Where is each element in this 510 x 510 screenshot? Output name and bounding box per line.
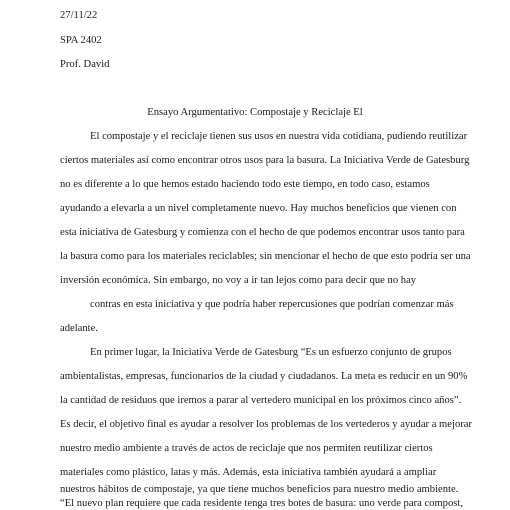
body-line: El compostaje y el reciclaje tienen sus usos en nuestra vida cotidiana, pudiendo reutilizar [90,131,468,142]
body-line: la cantidad de residuos que iremos a parar al vertedero municipal en los próximos cinco años”. [60,395,462,406]
body-line: ciertos materiales así como encontrar otros usos para la basura. La Iniciativa Verde de Gatesburg [60,155,470,166]
body-line: esta iniciativa de Gatesburg y comienza con el hecho de que podemos encontrar usos tanto para [60,227,465,238]
body-line: contras en esta iniciativa y que podría haber repercusiones que podrían comenzar más [90,299,454,310]
header-professor: Prof. David [60,59,110,70]
body-line: “El nuevo plan requiere que cada residente tenga tres botes de basura: uno verde para compost, [60,498,463,509]
body-line: no es diferente a lo que hemos estado haciendo todo este tiempo, en todo caso, estamos [60,179,430,190]
body-line: Es decir, el objetivo final es ayudar a resolver los problemas de los vertederos y ayudar a mejorar [60,419,472,430]
header-course: SPA 2402 [60,35,102,46]
body-line: ayudando a elevarla a un nivel completamente nuevo. Hay muchos beneficios que vienen con [60,203,457,214]
essay-title: Ensayo Argumentativo: Compostaje y Reciclaje El [147,107,363,118]
body-line: nuestros hábitos de compostaje, ya que tiene muchos beneficios para nuestro medio ambiente. [60,484,459,495]
body-line: En primer lugar, la Iniciativa Verde de Gatesburg “Es un esfuerzo conjunto de grupos [90,347,452,358]
body-line: la basura como para los materiales reciclables; sin mencionar el hecho de que esto podría ser una [60,251,471,262]
body-line: nuestro medio ambiente a través de actos de reciclaje que nos permiten reutilizar ciertos [60,443,433,454]
body-line: materiales como plástico, latas y más. Además, esta iniciativa también ayudará a ampliar [60,467,437,478]
body-line: inversión económica. Sin embargo, no voy a ir tan lejos como para decir que no hay [60,275,417,286]
body-line: adelante. [60,323,98,334]
header-date: 27/11/22 [60,10,98,21]
body-line: ambientalistas, empresas, funcionarios de la ciudad y ciudadanos. La meta es reducir en un 90% [60,371,468,382]
